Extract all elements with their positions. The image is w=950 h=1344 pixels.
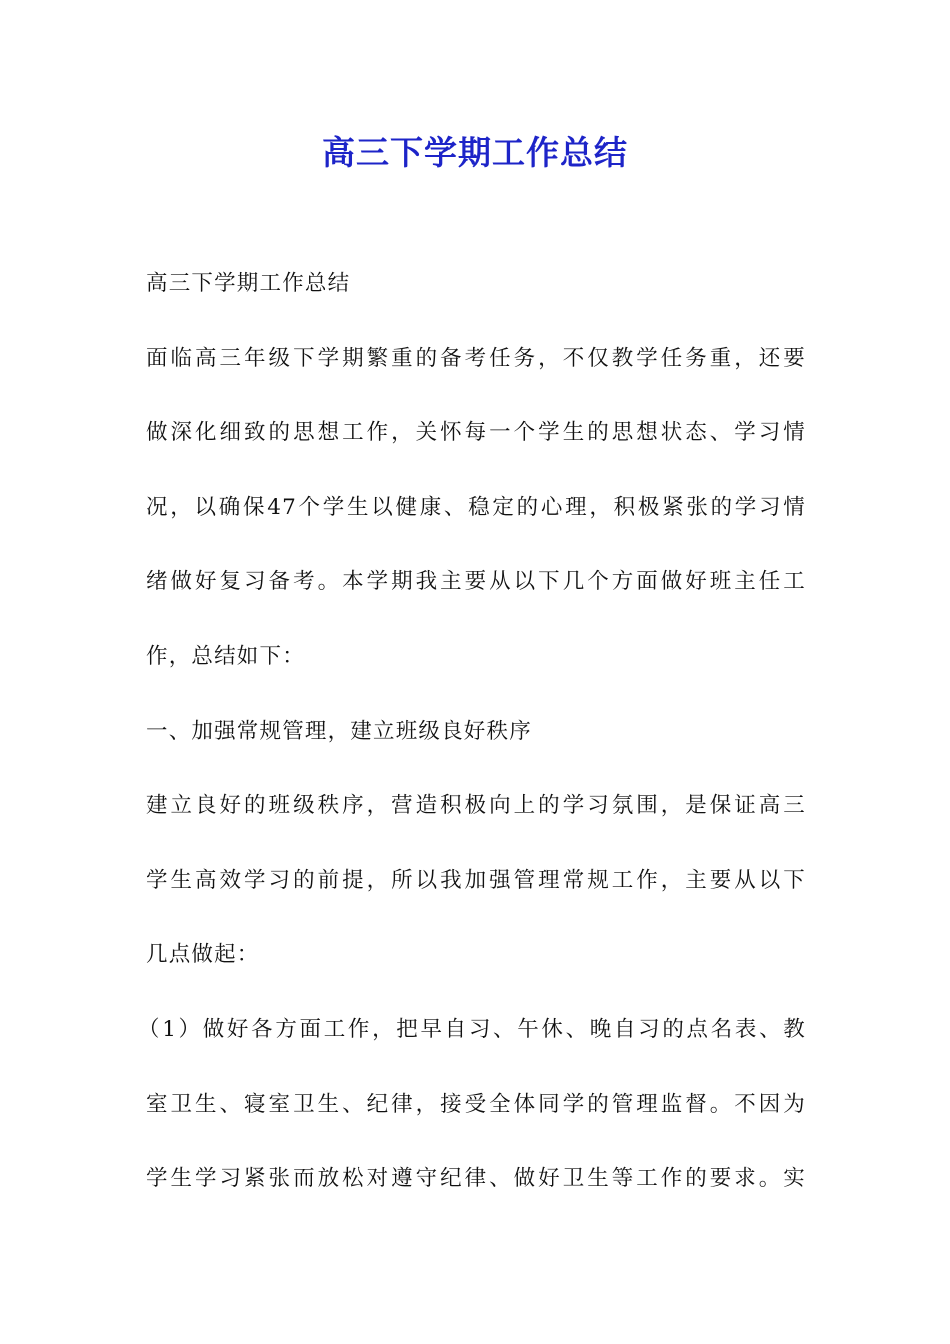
document-title: 高三下学期工作总结 (322, 133, 628, 172)
paragraph-line: 学生高效学习的前提，所以我加强管理常规工作，主要从以下 (146, 867, 806, 893)
paragraph-line: （1）做好各方面工作，把早自习、午休、晚自习的点名表、教 (138, 1016, 806, 1042)
document-body (138, 264, 806, 1234)
paragraph-line: 建立良好的班级秩序，营造积极向上的学习氛围，是保证高三 (146, 793, 806, 819)
paragraph-line: 高三下学期工作总结 (146, 271, 351, 296)
section-heading: 一、加强常规管理，建立班级良好秩序 (146, 718, 532, 744)
paragraph-line: 学生学习紧张而放松对遵守纪律、做好卫生等工作的要求。实 (146, 1166, 806, 1192)
paragraph-line: 况，以确保47个学生以健康、稳定的心理，积极紧张的学习情 (146, 494, 806, 520)
paragraph-line: 面临高三年级下学期繁重的备考任务，不仅教学任务重，还要 (146, 345, 806, 371)
paragraph-line: 绪做好复习备考。本学期我主要从以下几个方面做好班主任工 (146, 569, 806, 595)
paragraph-line: 室卫生、寝室卫生、纪律，接受全体同学的管理监督。不因为 (146, 1091, 806, 1117)
paragraph-line: 做深化细致的思想工作，关怀每一个学生的思想状态、学习情 (146, 420, 806, 446)
paragraph-line: 作，总结如下： (146, 643, 305, 669)
paragraph-line: 几点做起： (146, 942, 260, 968)
